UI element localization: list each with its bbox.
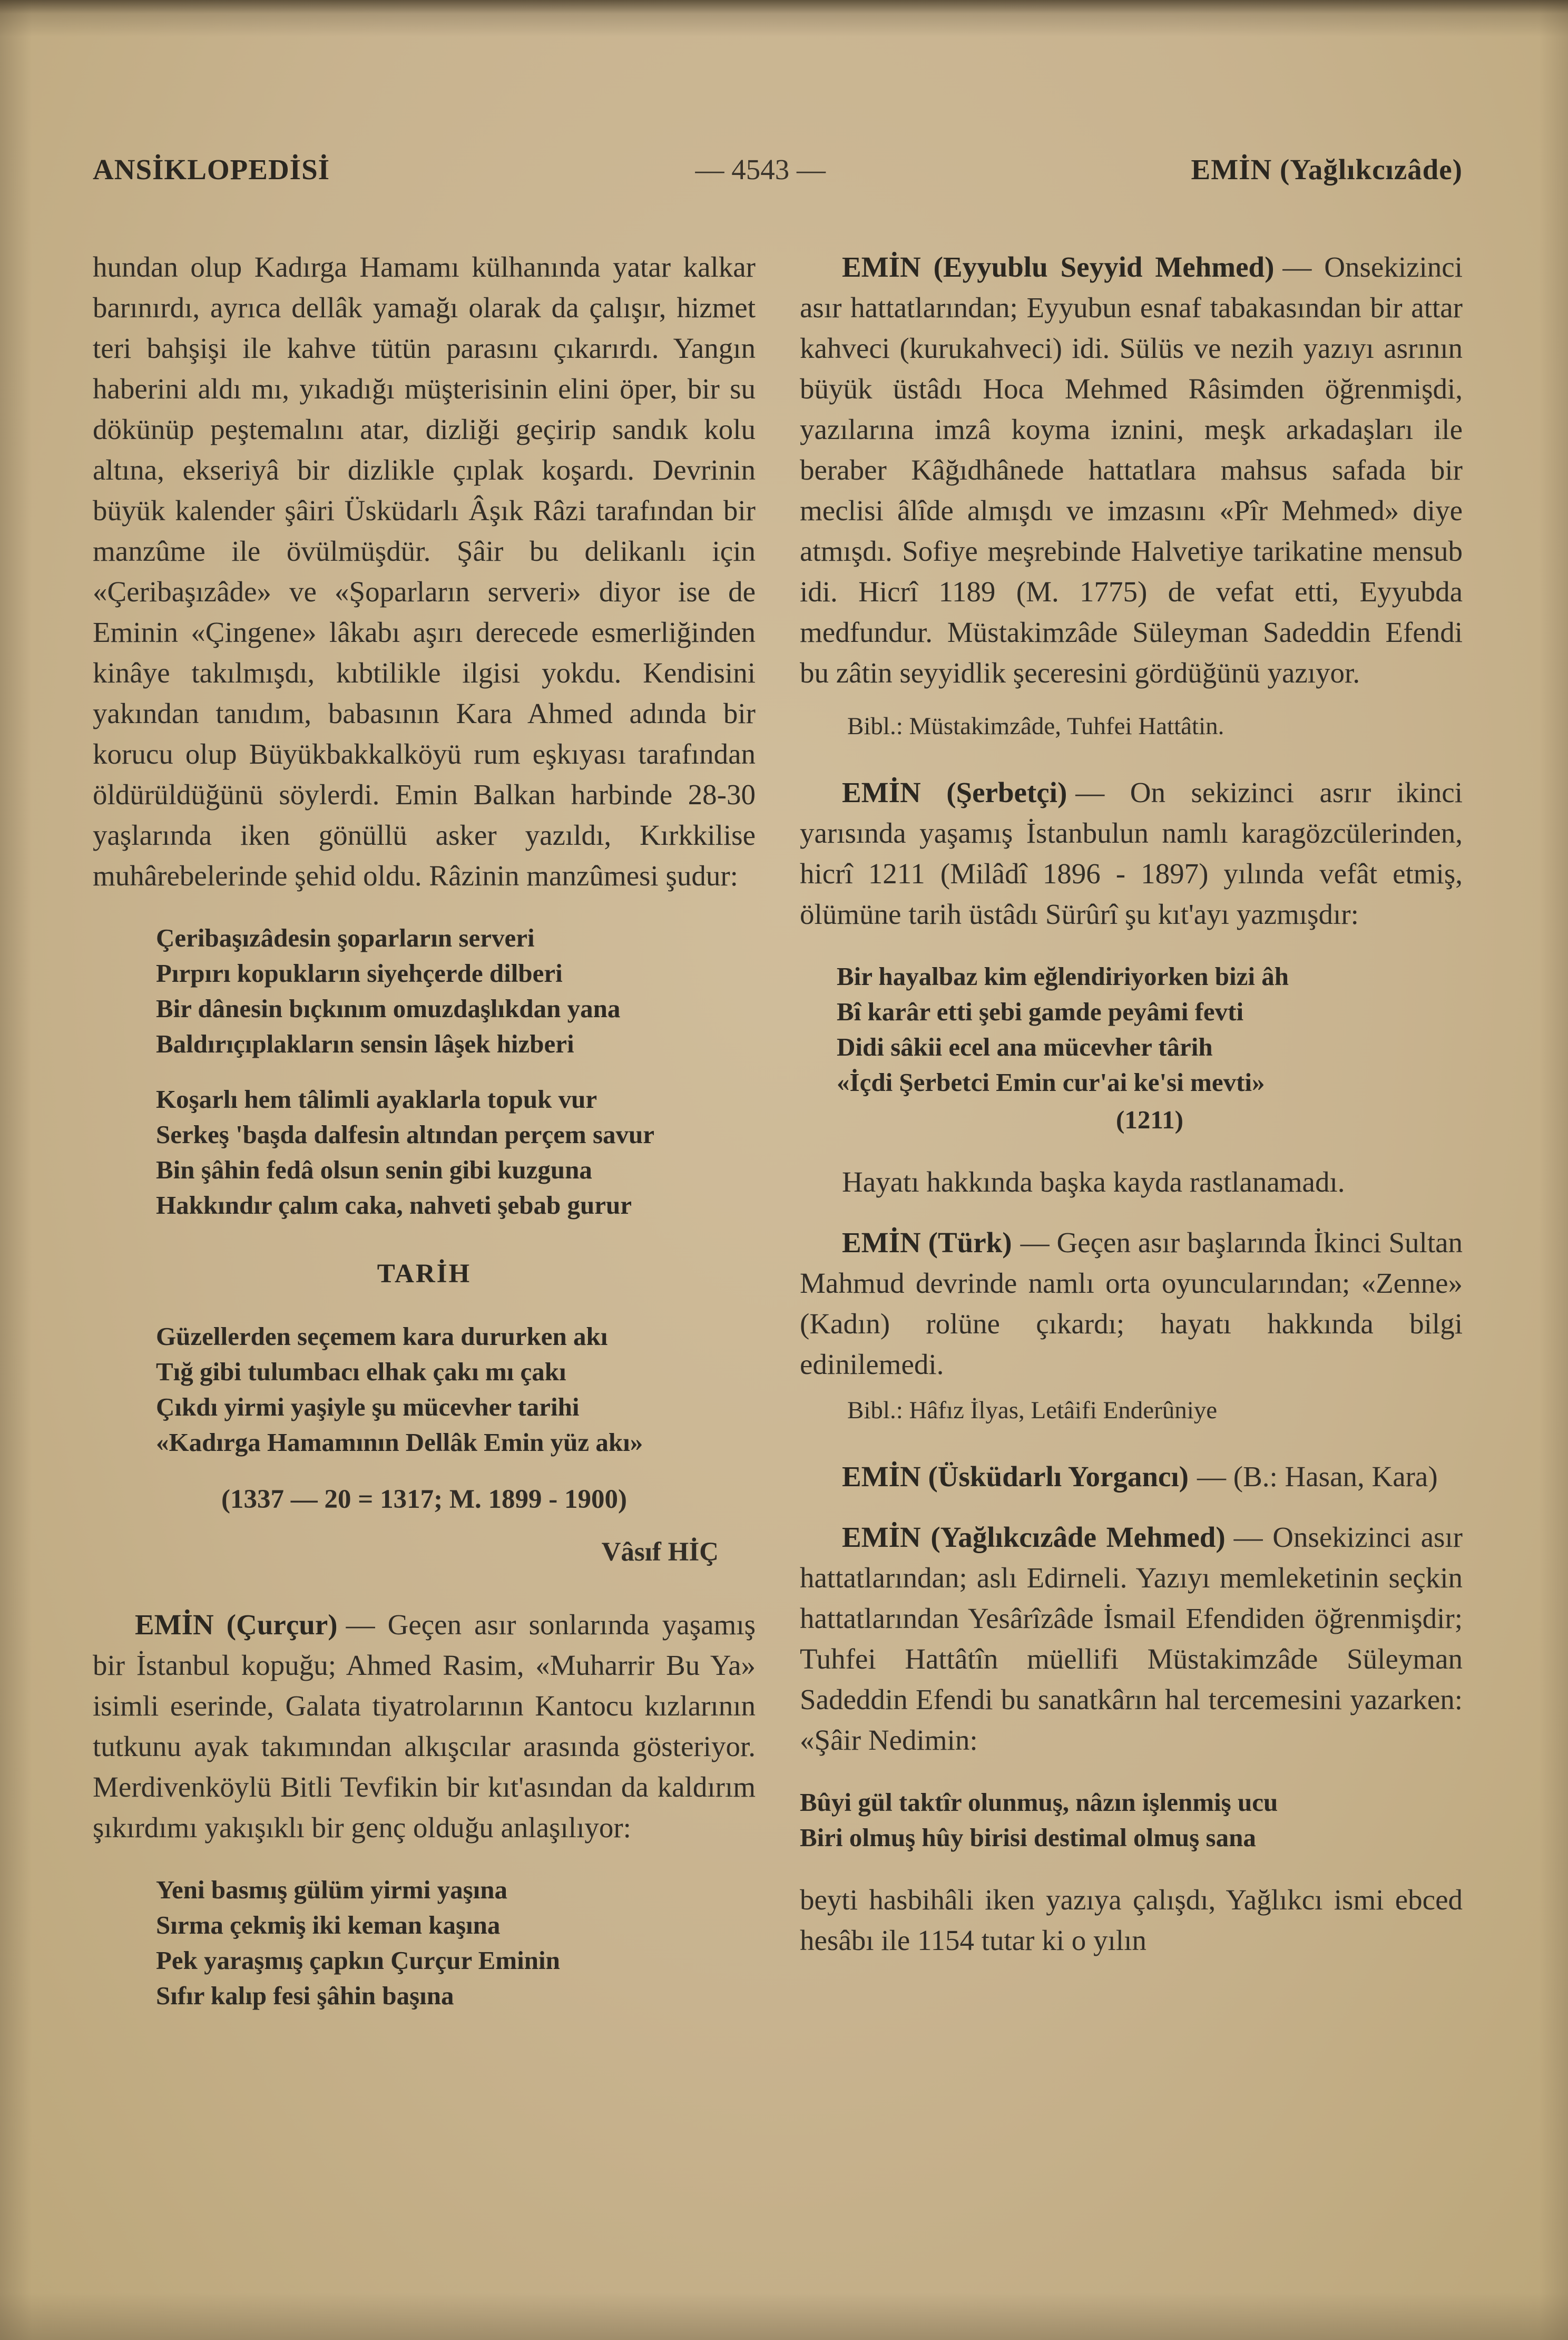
entry-body: — (B.: Hasan, Kara) [1197, 1460, 1438, 1493]
entry-body: — Geçen asır sonlarında yaşamış bir İstanbul kopuğu; Ahmed Rasim, «Muharrir Bu Ya» isimli eserinde, Galata tiyatrolarının Kantocu kızlarının tutkunu ayak takımından alkışcılar arasında gösteriyor. Merdivenköylü Bitli Tevfikin bir kıt'asından da kaldırım şıkırdımı yakışıklı bir genç olduğu anlaşılıyor: [93, 1608, 756, 1844]
poem-line: Baldırıçıplakların sensin lâşek hizberi [156, 1029, 574, 1058]
poem-line: Hakkındır çalım caka, nahveti şebab gurur [156, 1191, 632, 1220]
final-paragraph: beyti hasbihâli iken yazıya çalışdı, Yağlıkcı ismi ebced hesâbı ile 1154 tutar ki o yılın [800, 1884, 1463, 1956]
poem-line: Bî karâr etti şebi gamde peyâmi fevti [837, 997, 1244, 1026]
entry-body: — Geçen asır başlarında İkinci Sultan Mahmud devrinde namlı orta oyuncularından; «Zenne» (Kadın) rolüne çıkardı; hayatı hakkında bilgi edinilemedi. [800, 1226, 1463, 1380]
after-poem-paragraph: Hayatı hakkında başka kayda rastlanamadı. [842, 1166, 1345, 1198]
continuation-paragraph: hundan olup Kadırga Hamamı külhanında yatar kalkar barınırdı, ayrıca dellâk yamağı olarak da çalışır, hizmet teri bahşişi ile kahve tütün parasını çıkarırdı. Yangın haberini aldı mı, yıkadığı müşterisinin elini öper, bir su dökünüp peştemalını atar, dizliği geçirip sandık kolu altına, ekseriyâ bir dizlikle çıplak koşardı. Devrinin büyük kalender şâiri Üsküdarlı Âşık Râzi tarafından bir manzûme ile övülmüşdür. Şâir bu delikanlı için «Çeribaşızâde» ve «Şoparların serveri» diyor ise de Eminin «Çingene» lâkabı aşırı derecede esmerliğinden kinâye takılmışdı, kıbtilikle ilgisi yokdu. Kendisini yakından tanıdım, babasının Kara Ahmed adında bir korucu olup Büyükbakkalköyü rum eşkıyası tarafından öldürüldüğünü söylerdi. Emin Balkan harbinde 28-30 yaşlarında iken gönüllü asker yazıldı, Kırkkilise muhârebelerinde şehid oldu. Râzinin manzûmesi şudur: [93, 251, 756, 892]
poem-line: Sırma çekmiş iki keman kaşına [156, 1910, 501, 1939]
entry-title: EMİN (Üsküdarlı Yorgancı) [842, 1460, 1189, 1493]
page-header [93, 153, 1463, 186]
poem-line: Pek yaraşmış çapkın Çurçur Eminin [156, 1946, 560, 1975]
author-signature: Vâsıf HİÇ [601, 1537, 719, 1567]
razi-poem-stanza-1 [156, 920, 756, 1061]
header-entry-name: EMİN (Yağlıkcızâde) [1191, 153, 1463, 186]
entry-yaglikcizade [800, 1517, 1463, 1760]
poem-line: Biri olmuş hûy birisi destimal olmuş sana [800, 1823, 1256, 1852]
entry-curcur [93, 1604, 756, 1848]
poem-line: Pırpırı kopukların siyehçerde dilberi [156, 959, 563, 988]
poem-line: Yeni basmış gülüm yirmi yaşına [156, 1875, 508, 1904]
left-column [93, 247, 756, 2037]
poem-line: Didi sâkii ecel ana mücevher târih [837, 1032, 1213, 1061]
poem-line: Güzellerden seçemem kara dururken akı [156, 1322, 608, 1351]
entry-title: EMİN (Türk) [842, 1226, 1012, 1259]
razi-poem-stanza-2 [156, 1081, 756, 1223]
entry-serbetci [800, 772, 1463, 934]
nedim-couplet [800, 1785, 1463, 1855]
sururi-chronogram-poem [837, 959, 1463, 1137]
poem-line: Serkeş 'başda dalfesin altından perçem savur [156, 1120, 655, 1149]
poem-line: «Kadırga Hamamının Dellâk Emin yüz akı» [156, 1428, 643, 1457]
poem-line: Bir hayalbaz kim eğlendiriyorken bizi âh [837, 962, 1289, 991]
chronogram-date-line: (1337 — 20 = 1317; M. 1899 - 1900) [221, 1485, 627, 1514]
tarih-section-heading: TARİH [377, 1259, 472, 1289]
entry-turk [800, 1222, 1463, 1384]
entry-body: — On sekizinci asrır ikinci yarısında yaşamış İstanbulun namlı karagözcülerinden, hicrî 1211 (Milâdî 1896 - 1897) yılında vefât etmiş, ölümüne tarih üstâdı Sürûrî şu kıt'ayı yazmışdır: [800, 776, 1463, 930]
entry-body: — Onsekizinci asır hattatlarından; aslı Edirneli. Yazıyı memleketinin seçkin hattatlarından Yesârîzâde İsmail Efendiden öğrenmişdir; Tuhfei Hattâtîn müellifi Müstakimzâde Süleyman Sadeddin Efendi bu sanatkârın hal tercemesini yazarken: «Şâir Nedimin: [800, 1521, 1463, 1756]
entry-eyyublu [800, 247, 1463, 693]
poem-line: Sıfır kalıp fesi şâhin başına [156, 1981, 454, 2010]
chronogram-year: (1211) [1116, 1105, 1183, 1134]
poem-line: «İçdi Şerbetci Emin cur'ai ke'si mevti» [837, 1068, 1265, 1097]
poem-line: Çıkdı yirmi yaşiyle şu mücevher tarihi [156, 1392, 580, 1421]
entry-title: EMİN (Şerbetçi) [842, 776, 1067, 808]
poem-line: Bir dânesin bıçkınım omuzdaşlıkdan yana [156, 994, 621, 1023]
tarih-poem [156, 1319, 756, 1460]
header-page-number: — 4543 — [695, 153, 826, 186]
right-column [800, 247, 1463, 2037]
entry-title: EMİN (Eyyublu Seyyid Mehmed) [842, 251, 1275, 283]
poem-line: Çeribaşızâdesin şoparların serveri [156, 923, 535, 952]
poem-line: Bin şâhin fedâ olsun senin gibi kuzguna [156, 1155, 592, 1184]
entry-yorganci [800, 1456, 1463, 1497]
curcur-poem [156, 1872, 756, 2013]
entry-body: — Onsekizinci asır hattatlarından; Eyyubun esnaf tabakasından bir attar kahveci (kurukahveci) idi. Sülüs ve nezih yazıyı asrının büyük üstâdı Hoca Mehmed Râsimden öğrenmişdi, yazılarına imzâ koyma iznini, meşk arkadaşları ile beraber Kâğıdhânede hattatlara mahsus safada bir meclisi âlîde almışdı ve imzasını «Pîr Mehmed» diye atmışdı. Sofiye meşrebinde Halvetiye tarikatine mensub idi. Hicrî 1189 (M. 1775) de vefat etti, Eyyubda medfundur. Müstakimzâde Süleyman Sadeddin Efendi bu zâtin seyyidlik şeceresini gördüğünü yazıyor. [800, 251, 1463, 689]
entry-title: EMİN (Çurçur) [135, 1608, 338, 1641]
two-column-body [93, 247, 1463, 2037]
poem-line: Tığ gibi tulumbacı elhak çakı mı çakı [156, 1357, 566, 1386]
header-publication-title: ANSİKLOPEDİSİ [93, 153, 330, 186]
poem-line: Bûyi gül taktîr olunmuş, nâzın işlenmiş ucu [800, 1788, 1278, 1817]
poem-line: Koşarlı hem tâlimli ayaklarla topuk vur [156, 1085, 597, 1114]
entry-title: EMİN (Yağlıkcızâde Mehmed) [842, 1521, 1226, 1553]
bibliography-line: Bibl.: Müstakimzâde, Tuhfei Hattâtin. [847, 713, 1224, 740]
bibliography-line: Bibl.: Hâfız İlyas, Letâifi Enderûniye [847, 1397, 1218, 1424]
